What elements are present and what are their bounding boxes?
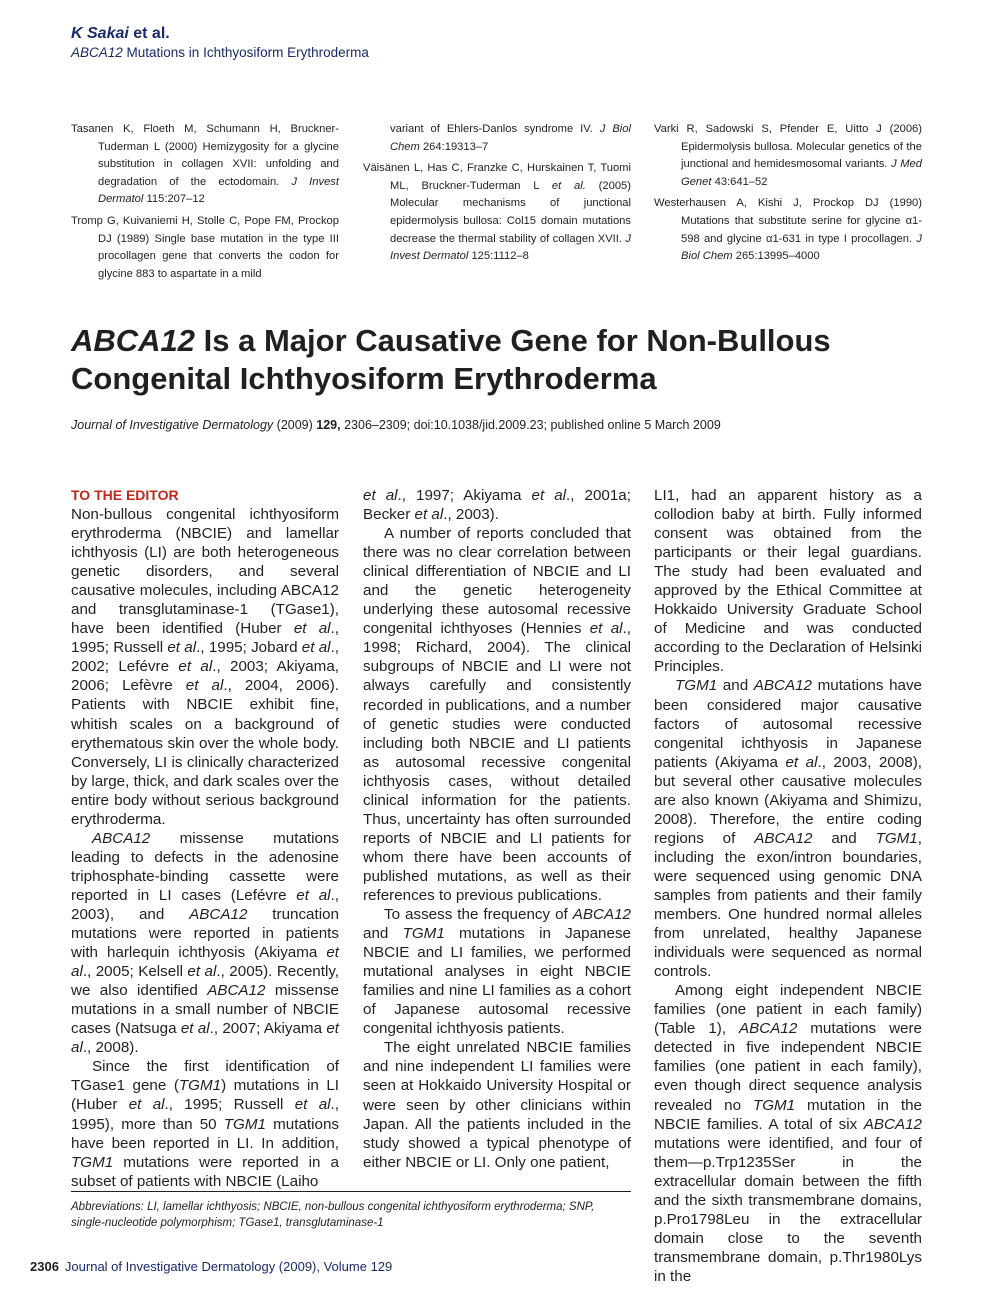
article-title: ABCA12 Is a Major Causative Gene for Non-Bullous Congenital Ichthyosiform Erythroderma (71, 323, 831, 396)
abbreviations-footnote: Abbreviations: LI, lamellar ichthyosis; NBCIE, non-bullous congenital ichthyosiform erythroderma; SNP, single-nucleotide polymorphism; TGase1, transglutaminase-1 (71, 1201, 595, 1229)
running-header-authors: K Sakai et al. (71, 25, 170, 42)
paragraph: The eight unrelated NBCIE families and nine independent LI families were seen at Hokkaido University Hospital or were seen by other clinicians within Japan. All the patients included in the study showed a typical phenotype of either NBCIE or LI. Only one patient, (363, 1039, 631, 1171)
body-column-3 (654, 486, 922, 1286)
reference-column-2 (363, 121, 631, 270)
running-header-title: ABCA12 Mutations in Ichthyosiform Erythroderma (71, 45, 369, 60)
reference-item: variant of Ehlers-Danlos syndrome IV. J Biol Chem 264:19313–7 (390, 123, 631, 153)
reference-item: Väisänen L, Has C, Franzke C, Hurskainen T, Tuomi ML, Bruckner-Tuderman L et al. (2005) Molecular mechanisms of junctional epidermolysis bullosa: Col15 domain mutations decrease the thermal stability of collagen XVII. J Invest Dermatol 125:1112–8 (363, 162, 631, 263)
paragraph: LI1, had an apparent history as a collodion baby at birth. Fully informed consent was obtained from the participants or their legal guardians. The study had been evaluated and approved by the Ethical Committee at Hokkaido University Graduate School of Medicine and was conducted according to the Declaration of Helsinki Principles. (654, 487, 922, 676)
paragraph: ABCA12 missense mutations leading to defects in the adenosine triphosphate-binding cassette were reported in LI cases (Lefévre et al., 2003), and ABCA12 truncation mutations were reported in patients with harlequin ichthyosis (Akiyama et al., 2005; Kelsell et al., 2005). Recently, we also identified ABCA12 missense mutations in a small number of NBCIE cases (Natsuga et al., 2007; Akiyama et al., 2008). (71, 829, 340, 1057)
reference-item: Tasanen K, Floeth M, Schumann H, Bruckner-Tuderman L (2000) Hemizygosity for a glycine substitution in collagen XVII: unfolding and degradation of the ectodomain. J Invest Dermatol 115:207–12 (71, 123, 339, 206)
paragraph: et al., 1997; Akiyama et al., 2001a; Becker et al., 2003). (363, 487, 631, 524)
reference-item: Tromp G, Kuivaniemi H, Stolle C, Pope FM, Prockop DJ (1989) Single base mutation in the type III procollagen gene that converts the codon for glycine 883 to aspartate in a mild (71, 214, 339, 280)
section-heading: TO THE EDITOR (71, 487, 179, 503)
article-citation: Journal of Investigative Dermatology (2009) 129, 2306–2309; doi:10.1038/jid.2009.23; published online 5 March 2009 (71, 418, 721, 432)
reference-item: Westerhausen A, Kishi J, Prockop DJ (1990) Mutations that substitute serine for glycine α1-598 and glycine α1-631 in type I procollagen. J Biol Chem 265:13995–4000 (654, 197, 922, 263)
paragraph: To assess the frequency of ABCA12 and TGM1 mutations in Japanese NBCIE and LI families, we performed mutational analyses in eight NBCIE families and nine LI families as a cohort of Japanese autosomal recessive congenital ichthyosis patients. (363, 906, 631, 1038)
reference-column-1 (71, 121, 339, 287)
paragraph: TGM1 and ABCA12 mutations have been considered major causative factors of autosomal recessive congenital ichthyosis in Japanese patients (Akiyama et al., 2003, 2008), but several other causative molecules are also known (Akiyama and Shimizu, 2008). Therefore, the entire coding regions of ABCA12 and TGM1, including the exon/intron boundaries, were sequenced using genomic DNA samples from patients and their family members. One hundred normal alleles from unrelated, healthy Japanese individuals were sequenced as normal controls. (654, 677, 922, 981)
reference-column-3 (654, 121, 922, 270)
footer-journal: Journal of Investigative Dermatology (2009), Volume 129 (64, 1259, 393, 1274)
page-number: 2306 (30, 1259, 59, 1274)
body-column-1 (71, 486, 339, 1191)
page-footer (30, 1259, 392, 1274)
paragraph: A number of reports concluded that there was no clear correlation between clinical differentiation of NBCIE and LI and the genetic heterogeneity underlying these autosomal recessive congenital ichthyoses (Hennies et al., 1998; Richard, 2004). The clinical subgroups of NBCIE and LI were not always carefully and consistently recorded in publications, and a number of genetic studies were conducted including both NBCIE and LI patients as autosomal recessive congenital ichthyosis cases, without detailed clinical information for the patients. Thus, uncertainty has often surrounded reports of NBCIE and LI patients for whom there have been accounts of published mutations, as well as their references to previous publications. (363, 525, 631, 904)
reference-item: Varki R, Sadowski S, Pfender E, Uitto J (2006) Epidermolysis bullosa. Molecular genetics of the junctional and hemidesmosomal variants. J Med Genet 43:641–52 (654, 123, 922, 188)
paragraph: Non-bullous congenital ichthyosiform erythroderma (NBCIE) and lamellar ichthyosis (LI) are both heterogeneous genetic disorders, and several causative molecules, including ABCA12 and transglutaminase-1 (TGase1), have been identified (Huber et al., 1995; Russell et al., 1995; Jobard et al., 2002; Lefévre et al., 2003; Akiyama, 2006; Lefèvre et al., 2004, 2006). Patients with NBCIE exhibit fine, whitish scales on a background of erythematous skin over the whole body. Conversely, LI is clinically characterized by large, thick, and dark scales over the entire body without serious background erythroderma. (71, 506, 340, 828)
footnote-divider (71, 1191, 631, 1192)
body-column-2 (363, 486, 631, 1172)
paragraph: Since the first identification of TGase1 gene (TGM1) mutations in LI (Huber et al., 1995; Russell et al., 1995), more than 50 TGM1 mutations have been reported in LI. In addition, TGM1 mutations were reported in a subset of patients with NBCIE (Laiho (71, 1058, 339, 1190)
paragraph: Among eight independent NBCIE families (one patient in each family) (Table 1), ABCA12 mutations were detected in five independent NBCIE families (one patient in each family), even though direct sequence analysis revealed no TGM1 mutation in the NBCIE families. A total of six ABCA12 mutations were identified, and four of them—p.Trp1235Ser in the extracellular domain between the fifth and the sixth transmembrane domains, p.Pro1798Leu in the extracellular domain close to the seventh transmembrane domain, p.Thr1980Lys in the (654, 982, 922, 1285)
